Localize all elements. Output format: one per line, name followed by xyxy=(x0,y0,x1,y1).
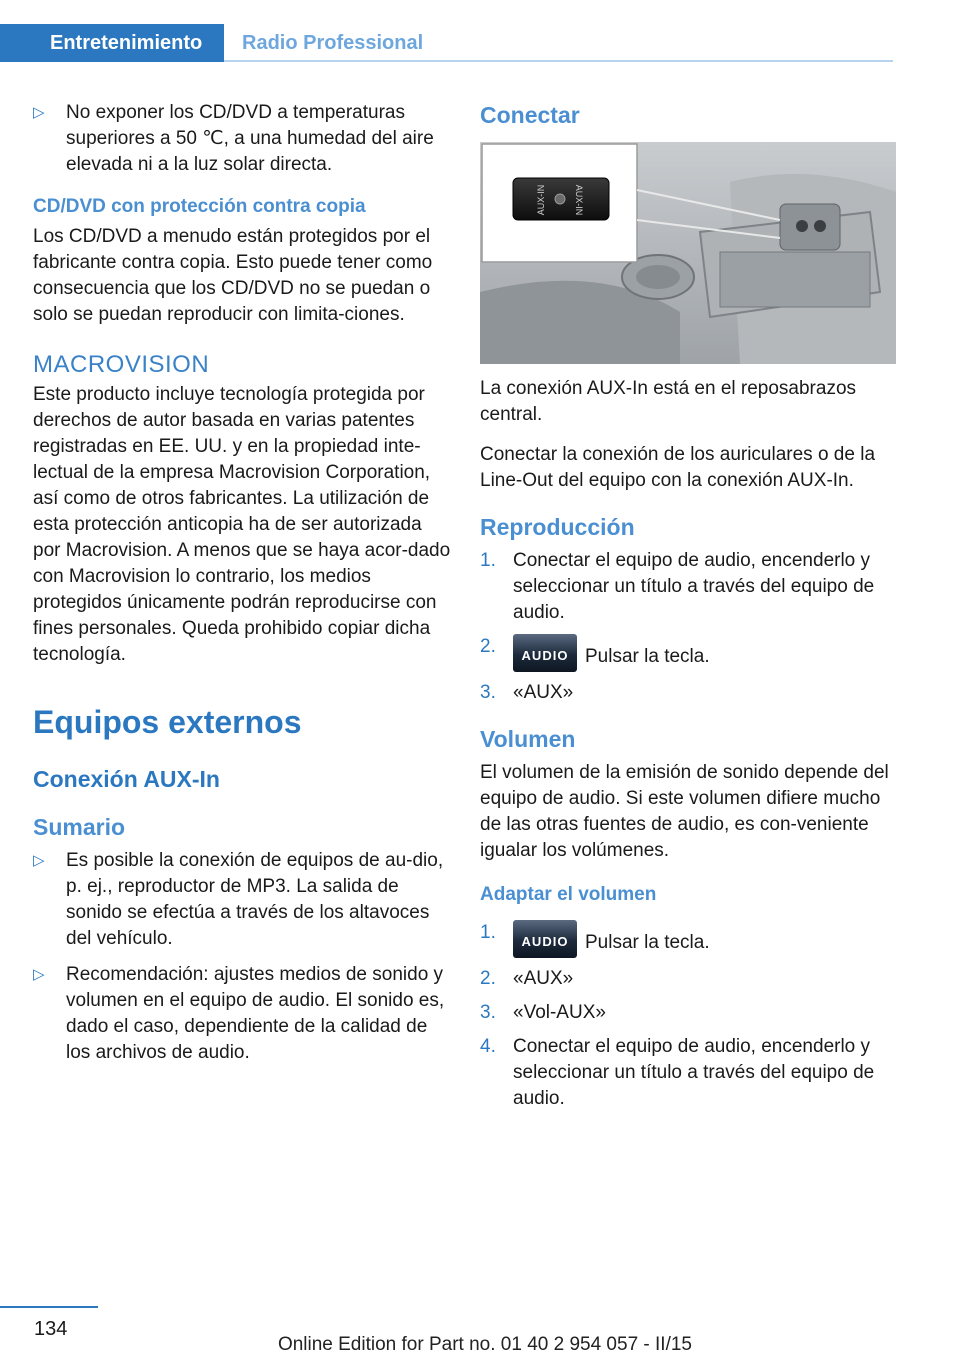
audio-button-label: AUDIO xyxy=(521,934,569,949)
step-number: 3. xyxy=(480,682,496,703)
list-item xyxy=(480,1034,898,1112)
sumario-bullet xyxy=(33,962,451,1066)
aux-in-label-right: AUX-IN xyxy=(574,184,584,216)
sumario-bullet-text: Es posible la conexión de equipos de au‐dio, p. ej., reproductor de MP3. La salida de sonido se efectúa a través de los altavoces del vehículo. xyxy=(66,850,444,949)
macrovision-heading: MACROVISION xyxy=(33,351,210,378)
step-number: 4. xyxy=(480,1036,496,1057)
page-number: 134 xyxy=(34,1318,68,1340)
aux-in-armrest-image xyxy=(480,142,896,364)
audio-button-icon xyxy=(513,920,577,958)
list-item xyxy=(480,966,898,992)
bullet-item xyxy=(33,100,451,178)
macrovision-text: Este producto incluye tecnología protegida por derechos de autor basada en varias patentes registradas en EE. UU. y en la propiedad inte‐lectual de la empresa Macrovision Corporation, así como de otros fabricantes. La utilización de esta protección anticopia ha de ser autorizada por Macrovision. A menos que se haya acor‐dado con Macrovision lo contrario, los medios protegidos únicamente podrán reproducirse con fines personales. Queda prohibido copiar dicha tecnología. xyxy=(33,384,451,665)
edition-line: Online Edition for Part no. 01 40 2 954 057 - II/15 xyxy=(277,1334,692,1355)
step-number: 2. xyxy=(480,636,496,657)
list-item xyxy=(480,920,898,958)
sumario-bullet-text: Recomendación: ajustes medios de sonido y volumen en el equipo de audio. El sonido es, dado el caso, dependiente de la calidad de los archivos de audio. xyxy=(66,964,445,1063)
copy-protection-heading: CD/DVD con protección contra copia xyxy=(33,196,366,217)
list-item xyxy=(480,548,898,626)
step-text: Conectar el equipo de audio, encenderlo y seleccionar un título a través del equipo de audio. xyxy=(513,550,875,623)
right-column xyxy=(480,100,898,1120)
triangle-bullet-icon: ▷ xyxy=(33,852,45,869)
list-item xyxy=(480,1000,898,1026)
volumen-text: El volumen de la emisión de sonido depende del equipo de audio. Si este volumen difiere mucho de las otras fuentes de audio, es con‐veniente igualar los volúmenes. xyxy=(480,762,889,861)
step-number: 1. xyxy=(480,922,496,943)
tab-entretenimiento-label: Entretenimiento xyxy=(50,32,203,54)
step-number: 1. xyxy=(480,550,496,571)
step-number: 2. xyxy=(480,968,496,989)
bullet-text: No exponer los CD/DVD a temperaturas superiores a 50 ℃, a una humedad del aire elevada ni a la luz solar directa. xyxy=(66,102,434,175)
list-item xyxy=(480,634,898,672)
step-text: «AUX» xyxy=(513,968,574,989)
footer-rule xyxy=(0,1306,98,1308)
connect-text: Conectar la conexión de los auriculares o de la Line-Out del equipo con la conexión AUX-In. xyxy=(480,444,876,491)
copy-protection-text: Los CD/DVD a menudo están protegidos por el fabricante contra copia. Esto puede tener como consecuencia que los CD/DVD no se puedan o solo se puedan reproducir con limita‐ciones. xyxy=(33,226,433,325)
conectar-heading: Conectar xyxy=(480,102,580,128)
step-text: Pulsar la tecla. xyxy=(585,932,710,953)
tab-entretenimiento[interactable] xyxy=(0,24,224,62)
triangle-bullet-icon: ▷ xyxy=(33,104,45,121)
reproduccion-heading: Reproducción xyxy=(480,514,635,540)
header-tabs xyxy=(0,24,893,62)
caption-text: La conexión AUX-In está en el reposabrazos central. xyxy=(480,378,857,425)
aux-in-heading: Conexión AUX-In xyxy=(33,766,220,792)
audio-button-icon xyxy=(513,634,577,672)
aux-in-label-left: AUX-IN xyxy=(536,184,546,216)
tab-radio-professional-label: Radio Professional xyxy=(242,32,424,54)
adaptar-volumen-heading: Adaptar el volumen xyxy=(480,884,657,905)
sumario-heading: Sumario xyxy=(33,814,126,840)
audio-button-label: AUDIO xyxy=(521,648,569,663)
list-item xyxy=(480,680,898,706)
step-number: 3. xyxy=(480,1002,496,1023)
external-devices-heading: Equipos externos xyxy=(33,704,302,740)
left-column xyxy=(33,100,451,1076)
step-text: Pulsar la tecla. xyxy=(585,646,710,667)
triangle-bullet-icon: ▷ xyxy=(33,966,45,983)
sumario-bullet xyxy=(33,848,451,952)
armrest-illustration xyxy=(480,142,896,364)
step-text: «Vol-AUX» xyxy=(513,1002,606,1023)
header-rule xyxy=(224,60,893,62)
volumen-heading: Volumen xyxy=(480,726,576,752)
step-text: «AUX» xyxy=(513,682,574,703)
step-text: Conectar el equipo de audio, encenderlo y seleccionar un título a través del equipo de audio. xyxy=(513,1036,875,1109)
